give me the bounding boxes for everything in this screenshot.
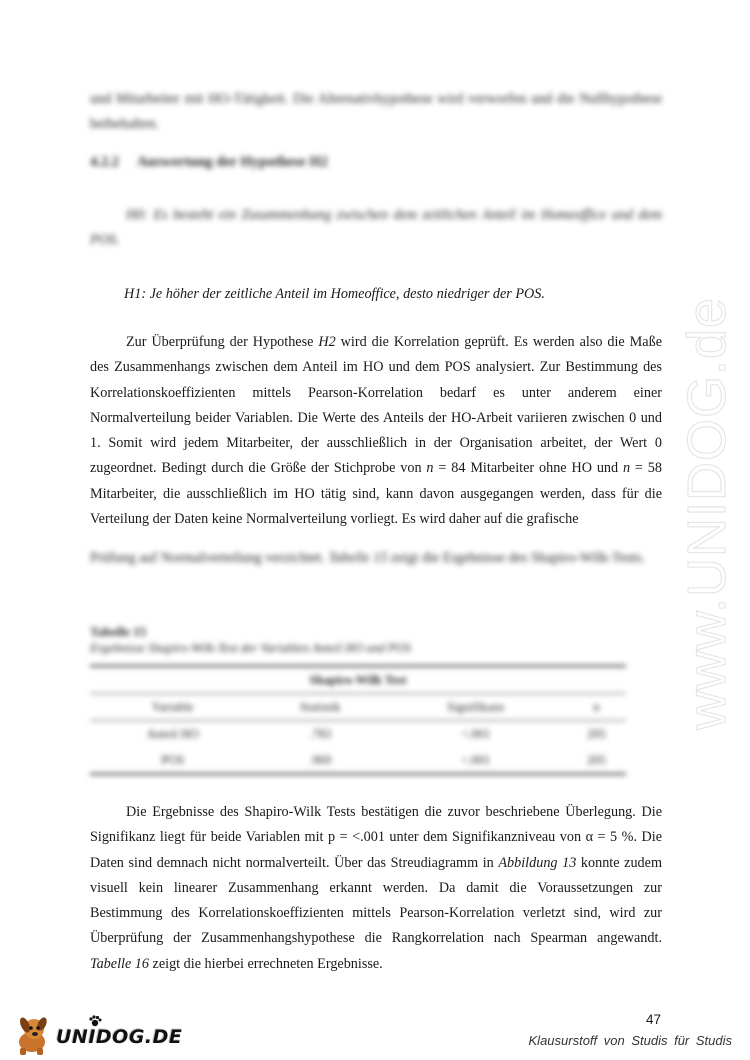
dog-logo-icon (10, 1012, 56, 1058)
table-cell: <.001 (385, 747, 567, 774)
paragraph-2-part1: Die Ergebnisse des Shapiro-Wilk Tests bestätigen die zuvor beschriebene Überlegung. Die Signifikanz liegt für beide Variablen mit p = <.001 unter dem Signifikanzniveau von α = 5 %. Die Daten sind demnach nicht normalverteilt. Über das Streudiagramm in (90, 804, 662, 871)
n-symbol: n (426, 460, 434, 477)
section-heading (90, 154, 328, 171)
table-cell: 205 (587, 726, 606, 741)
table-header-row (90, 694, 626, 721)
footer-tagline: Klausurstoff von Studis für Studis (528, 1033, 732, 1048)
table-subtitle: Ergebnisse Shapiro-Wilk-Test der Variablen Anteil HO und POS (90, 641, 411, 655)
figure-ref: Abbildung 13 (498, 854, 577, 871)
h0-hypothesis (90, 203, 662, 254)
table-cell: Anteil HO (146, 726, 199, 741)
table-cell: <.001 (461, 726, 491, 741)
paragraph-1 (90, 330, 662, 532)
paragraph-1-part2: wird die Korrelation geprüft. Es werden also die Maße des Zusammenhangs zwischen dem Anteil im HO und dem POS analysiert. Zur Bestimmung des Korrelationskoeffizienten mittels Pearson-Korrelation bedarf es unter anderem einer Normalverteilung beider Variablen. Die Werte des Anteils der HO-Arbeit variieren zwischen 0 und 1. Somit wird jedem Mitarbeiter, der ausschließlich in der Organisation arbeitet, der Wert 0 zugeordnet. Bedingt durch die Größe der Stichprobe von (90, 334, 662, 477)
h0-hypothesis-text: H0: Es besteht ein Zusammenhang zwischen dem zeitlichen Anteil im Homeoffice und dem POS. (90, 207, 662, 249)
unidog-logo (10, 1012, 185, 1058)
table-group-row (90, 666, 626, 694)
logo-text: UNIDOG.DE (56, 1026, 183, 1048)
table-cell: .969 (256, 747, 385, 774)
shapiro-wilk-table (90, 665, 626, 775)
n-symbol: n (622, 460, 631, 477)
paragraph-1-part4: = 58 Mitarbeiter, die ausschließlich im HO tätig sind, kann davon ausgegangen werden, dass für die Verteilung der Daten keine Normalverteilung vorliegt. Es wird daher auf die grafische (90, 460, 662, 528)
paragraph-1-part3: = 84 Mitarbeiter ohne HO und (433, 460, 623, 477)
section-title: Auswertung der Hypothese H2 (136, 154, 328, 170)
table-group-header: Shapiro-Wilk Test (90, 666, 626, 694)
blurred-intro-paragraph (90, 87, 662, 138)
watermark-text: www.UNIDOG.de (677, 296, 737, 730)
blurred-text-2: zeigt die Ergebnisse des Shapiro-Wilk-Tests. (387, 550, 645, 566)
table-cell: POS (90, 747, 256, 774)
table-row (90, 721, 626, 748)
column-header: Statistik (256, 694, 385, 721)
section-number: 4.2.2 (90, 154, 119, 170)
table-ref: Tabelle 16 (90, 955, 149, 972)
paragraph-2-part2: konnte zudem visuell kein linearer Zusammenhang erkannt werden. Da damit die Voraussetzungen zur Bestimmung des Korrelationskoeffizienten mittels Pearson-Korrelation verletzt sind, wird zur Überprüfung der Zusammenhangshypothese die Rangkorrelation nach Spearman angewandt. (90, 854, 662, 947)
column-header: n (567, 694, 626, 721)
table-row (90, 747, 626, 774)
h1-hypothesis: H1: Je höher der zeitliche Anteil im Homeoffice, desto niedriger der POS. (124, 286, 545, 302)
table-title: Tabelle 15 (90, 624, 147, 639)
page-number: 47 (646, 1012, 662, 1027)
blurred-text: Prüfung auf Normalverteilung verzichtet. (90, 550, 329, 566)
column-header: Variable (90, 694, 256, 721)
paragraph-1-blurred (90, 546, 662, 571)
hypothesis-ref-h2: H2 (318, 334, 336, 350)
table-cell: 205 (567, 747, 626, 774)
table-ref: Tabelle 15 (328, 550, 388, 566)
paragraph-2-part3: zeigt die hierbei errechneten Ergebnisse. (149, 955, 383, 972)
table-cell: .783 (309, 726, 332, 741)
unidog-watermark (669, 275, 745, 735)
column-header: Signifikanz (385, 694, 567, 721)
paragraph-1-part1: Zur Überprüfung der Hypothese (126, 334, 319, 350)
blurred-intro-text: und Mitarbeiter mit HO-Tätigkeit. Die Alternativhypothese wird verworfen und die Nullhypothese beibehalten. (90, 91, 662, 133)
paragraph-2 (90, 800, 662, 977)
